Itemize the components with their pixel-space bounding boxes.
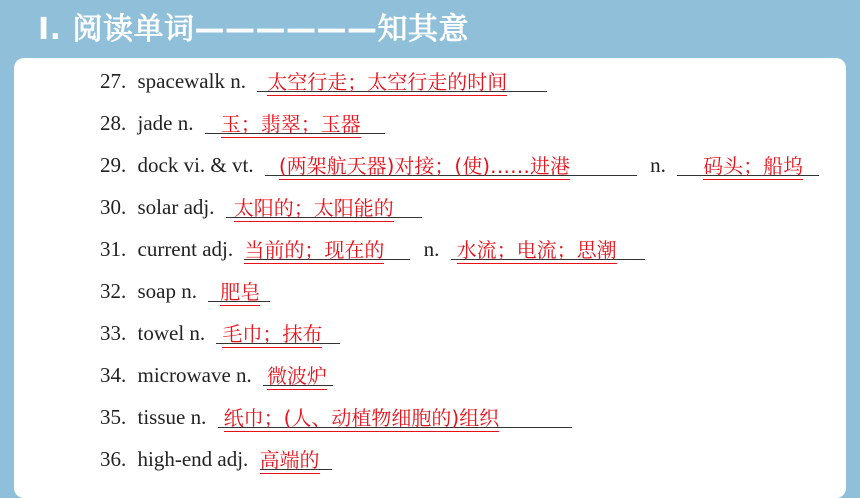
item-word: spacewalk n. xyxy=(137,69,246,93)
vocab-row xyxy=(100,228,840,270)
answer-blank xyxy=(265,144,637,186)
answer-text: 太空行走；太空行走的时间 xyxy=(267,70,508,94)
item-word: microwave n. xyxy=(137,363,252,387)
vocab-row xyxy=(100,186,840,228)
answer-text-2: 码头；船坞 xyxy=(703,154,804,178)
answer-text: 太阳的；太阳能的 xyxy=(233,196,394,220)
vocab-row xyxy=(100,144,840,186)
answer-blank xyxy=(205,102,385,144)
answer-blank xyxy=(208,270,270,312)
item-word: high-end adj. xyxy=(137,447,249,471)
answer-blank xyxy=(257,60,547,102)
item-number: 33. xyxy=(100,321,127,345)
section-title: Ⅰ. 阅读单词——————知其意 xyxy=(38,12,470,47)
item-word-2: n. xyxy=(650,153,666,177)
item-number: 29. xyxy=(100,153,127,177)
vocab-row xyxy=(100,312,840,354)
item-number: 32. xyxy=(100,279,127,303)
item-number: 31. xyxy=(100,237,127,261)
answer-text: 微波炉 xyxy=(267,364,328,388)
item-number: 36. xyxy=(100,447,127,471)
vocab-row xyxy=(100,60,840,102)
answer-blank-2 xyxy=(451,228,645,270)
item-word: jade n. xyxy=(137,111,194,135)
answer-text: 当前的；现在的 xyxy=(244,238,385,262)
item-number: 27. xyxy=(100,69,127,93)
item-number: 30. xyxy=(100,195,127,219)
item-word: tissue n. xyxy=(137,405,207,429)
item-number: 28. xyxy=(100,111,127,135)
answer-blank xyxy=(260,438,332,480)
item-number: 34. xyxy=(100,363,127,387)
answer-blank xyxy=(263,354,333,396)
item-word: current adj. xyxy=(137,237,234,261)
answer-blank xyxy=(244,228,410,270)
item-word-2: n. xyxy=(423,237,440,261)
item-word: dock vi. & vt. xyxy=(137,153,254,177)
vocab-row xyxy=(100,102,840,144)
vocab-row xyxy=(100,270,840,312)
answer-text: 肥皂 xyxy=(220,280,261,304)
answer-text: 毛巾；抹布 xyxy=(222,322,323,346)
answer-text: 玉；翡翠；玉器 xyxy=(220,112,361,136)
item-word: towel n. xyxy=(137,321,206,345)
answer-text-2: 水流；电流；思潮 xyxy=(456,238,617,262)
item-word: solar adj. xyxy=(137,195,215,219)
answer-blank xyxy=(218,396,572,438)
item-number: 35. xyxy=(100,405,127,429)
answer-blank xyxy=(216,312,340,354)
vocab-row xyxy=(100,438,840,480)
answer-blank-2 xyxy=(677,144,819,186)
answer-text: 纸巾；(人、动植物细胞的)组织 xyxy=(223,406,500,430)
vocab-list xyxy=(100,60,840,480)
answer-text: 高端的 xyxy=(259,448,320,472)
vocab-row xyxy=(100,396,840,438)
vocab-row xyxy=(100,354,840,396)
answer-blank xyxy=(226,186,422,228)
answer-text: (两架航天器)对接；(使)……进港 xyxy=(278,154,571,178)
item-word: soap n. xyxy=(137,279,197,303)
